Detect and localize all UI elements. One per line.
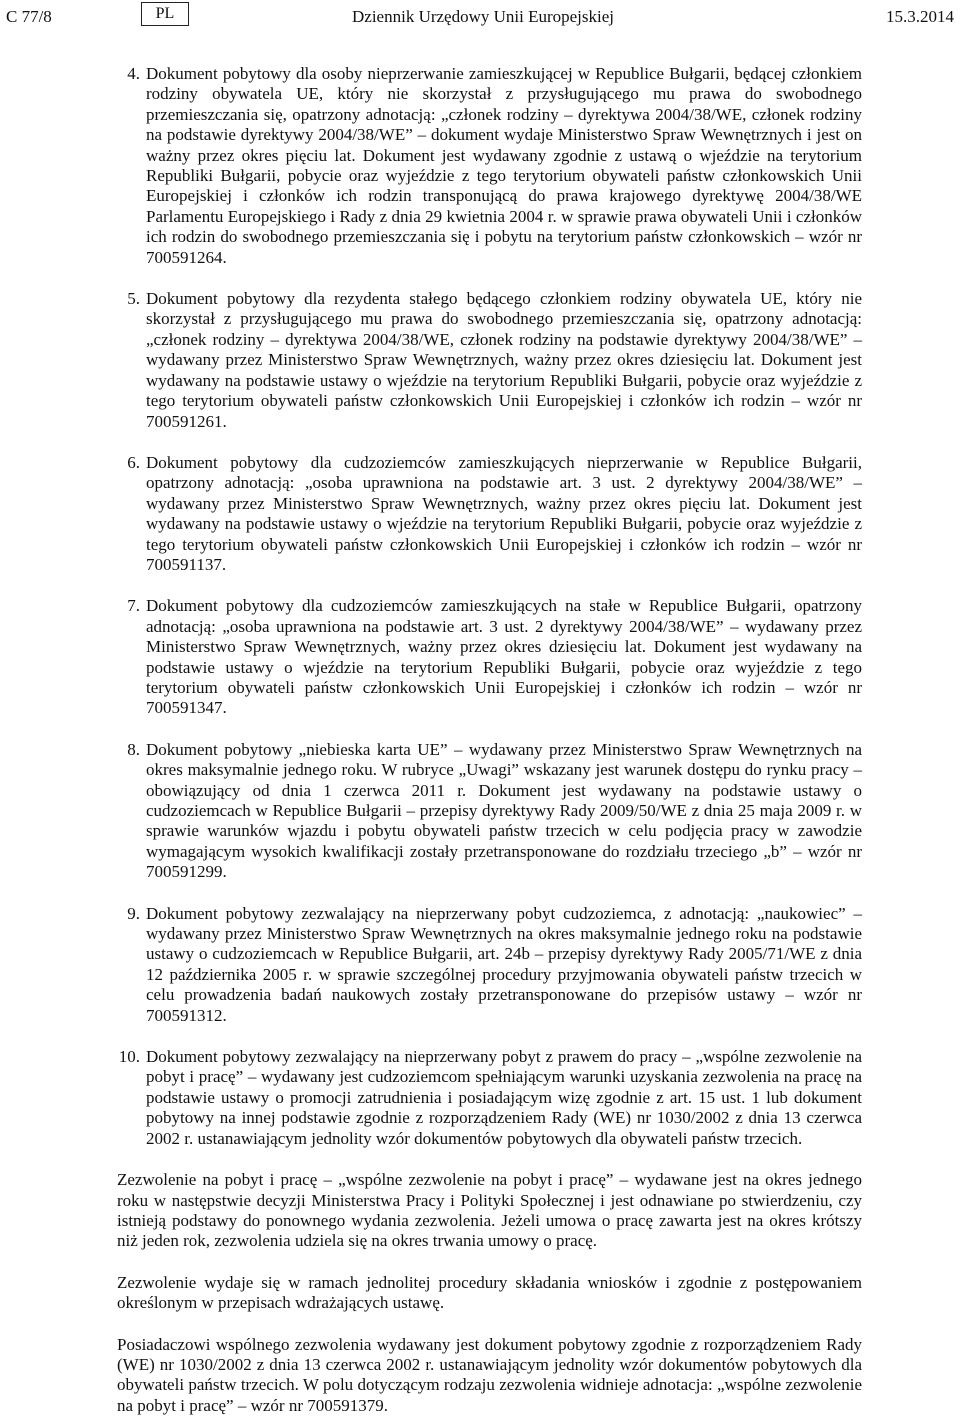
item-number: 5. bbox=[127, 289, 140, 309]
item-text: Dokument pobytowy „niebieska karta UE” – wydawany przez Ministerstwo Spraw Wewnętrznych na okres maksymalnie jednego roku. W rubryce „Uwagi” wskazany jest warunek dostępu do rynku pracy – obowiązujący od dnia 1 czerwca 2011 r. Dokument jest wydawany na podstawie ustawy o cudzoziemcach w Republice Bułgarii – przepisy dyrektywy Rady 2009/50/WE z dnia 25 maja 2009 r. w sprawie warunków wjazdu i pobytu obywateli państw trzecich w celu podjęcia pracy w zawodzie wymagającym wysokich kwalifikacji zostały przetransponowane do rozdziału trzeciego „b” – wzór nr 700591299. bbox=[146, 739, 862, 882]
list-item bbox=[117, 596, 862, 718]
body-paragraph: Posiadaczowi wspólnego zezwolenia wydawany jest dokument pobytowy zgodnie z rozporządzeniem Rady (WE) nr 1030/2002 z dnia 13 czerwca 2002 r. ustanawiającym jednolity wzór dokumentów pobytowych dla obywateli państw trzecich. W polu dotyczącym rodzaju zezwolenia widnieje adnotacja: „wspólne zezwolenie na pobyt i pracę” – wzór nr 700591379. bbox=[117, 1334, 862, 1415]
item-number: 9. bbox=[127, 903, 140, 923]
item-number: 4. bbox=[127, 64, 140, 83]
page-header bbox=[6, 0, 954, 40]
language-badge: PL bbox=[141, 2, 189, 26]
list-item bbox=[117, 453, 862, 575]
document-body bbox=[117, 64, 862, 1416]
item-text: Dokument pobytowy dla cudzoziemców zamieszkujących na stałe w Republice Bułgarii, opatrzony adnotacją: „osoba uprawniona na podstawie art. 3 ust. 2 dyrektywy 2004/38/WE” – wydawany przez Ministerstwo Spraw Wewnętrznych, ważny przez okres dziesięciu lat. Dokument jest wydawany na podstawie ustawy o wjeździe na terytorium Republiki Bułgarii, pobycie oraz wyjeździe z tego terytorium obywateli państw członkowskich Unii Europejskiej i członków ich rodzin – wzór nr 700591347. bbox=[146, 596, 862, 718]
item-number: 10. bbox=[118, 1047, 140, 1067]
body-paragraph: Zezwolenie wydaje się w ramach jednolitej procedury składania wniosków i zgodnie z postępowaniem określonym w przepisach wdrażających ustawę. bbox=[117, 1272, 862, 1313]
body-paragraph: Zezwolenie na pobyt i pracę – „wspólne zezwolenie na pobyt i pracę” – wydawane jest na okres jednego roku w następstwie decyzji Ministerstwa Pracy i Polityki Społecznej i jest odnawiane po stwierdzeniu, czy istnieją podstawy do ponownego wydania zezwolenia. Jeżeli umowa o pracę zawarta jest na okres krótszy niż jeden rok, zezwolenia udziela się na okres trwania umowy o pracę. bbox=[117, 1170, 862, 1251]
item-text: Dokument pobytowy dla osoby nieprzerwanie zamieszkującej w Republice Bułgarii, będącej członkiem rodziny obywatela UE, który nie skorzystał z przysługującego mu prawa do swobodnego przemieszczania się, opatrzony adnotacją: „członek rodziny – dyrektywa 2004/38/WE, członek rodziny na podstawie dyrektywy 2004/38/WE” – dokument wydaje Ministerstwo Spraw Wewnętrznych i jest on ważny przez okres pięciu lat. Dokument jest wydawany zgodnie z ustawą o wjeździe na terytorium Republiki Bułgarii, pobycie oraz wyjeździe z tego terytorium obywateli państw członkowskich Unii Europejskiej i członków ich rodzin transponującą do prawa krajowego dyrektywę 2004/38/WE Parlamentu Europejskiego i Rady z dnia 29 kwietnia 2004 r. w sprawie prawa obywateli Unii i członków ich rodzin do swobodnego przemieszczania się i pobytu na terytorium państw członkowskich – wzór nr 700591264. bbox=[146, 64, 862, 267]
list-item bbox=[117, 904, 862, 1026]
item-text: Dokument pobytowy zezwalający na nieprzerwany pobyt cudzoziemca, z adnotacją: „naukowiec” – wydawany przez Ministerstwo Spraw Wewnętrznych na okres maksymalnie jednego roku na podstawie ustawy o cudzoziemcach w Republice Bułgarii, art. 24b – przepisy dyrektywy Rady 2005/71/WE z dnia 12 października 2005 r. w sprawie szczególnej procedury przyjmowania obywateli państw trzecich w celu prowadzenia badań naukowych zostały przetransponowane do przepisów ustawy – wzór nr 700591312. bbox=[146, 903, 862, 1025]
item-text: Dokument pobytowy dla cudzoziemców zamieszkujących nieprzerwanie w Republice Bułgarii, opatrzony adnotacją: „osoba uprawniona na podstawie art. 3 ust. 2 dyrektywy 2004/38/WE” – wydawany przez Ministerstwo Spraw Wewnętrznych, ważny przez okres pięciu lat. Dokument jest wydawany na podstawie ustawy o wjeździe na terytorium Republiki Bułgarii, pobycie oraz wyjeździe z tego terytorium obywateli państw członkowskich Unii Europejskiej i członków ich rodzin – wzór nr 700591137. bbox=[146, 452, 862, 574]
item-text: Dokument pobytowy dla rezydenta stałego będącego członkiem rodziny obywatela UE, który nie skorzystał z przysługującego mu prawa do swobodnego przemieszczania się, opatrzony adnotacją: „członek rodziny – dyrektywa 2004/38/WE, członek rodziny na podstawie dyrektywy 2004/38/WE” – wydawany przez Ministerstwo Spraw Wewnętrznych, ważny przez okres dziesięciu lat. Dokument jest wydawany na podstawie ustawy o wjeździe na terytorium Republiki Bułgarii, pobycie oraz wyjeździe z tego terytorium obywateli państw członkowskich Unii Europejskiej i członków ich rodzin – wzór nr 700591261. bbox=[146, 289, 862, 431]
list-item bbox=[117, 289, 862, 432]
item-number: 6. bbox=[127, 452, 140, 472]
list-item bbox=[117, 1047, 862, 1149]
issue-date: 15.3.2014 bbox=[886, 7, 954, 26]
item-number: 7. bbox=[127, 596, 140, 616]
item-number: 8. bbox=[127, 739, 140, 759]
list-item bbox=[117, 740, 862, 883]
journal-title: Dziennik Urzędowy Unii Europejskiej bbox=[352, 7, 615, 26]
item-text: Dokument pobytowy zezwalający na nieprzerwany pobyt z prawem do pracy – „wspólne zezwolenie na pobyt i pracę” – wydawany jest cudzoziemcom spełniającym warunki uzyskania zezwolenia na pracę na podstawie ustawy o promocji zatrudnienia i posiadającym wizę zgodnie z art. 15 ust. 1 lub dokument pobytowy na innej podstawie zgodnie z rozporządzeniem Rady (WE) nr 1030/2002 z dnia 13 czerwca 2002 r. ustanawiającym jednolity wzór dokumentów pobytowych dla obywateli państw trzecich. bbox=[146, 1047, 862, 1148]
journal-series: C 77/8 bbox=[6, 7, 52, 26]
list-item bbox=[117, 64, 862, 268]
